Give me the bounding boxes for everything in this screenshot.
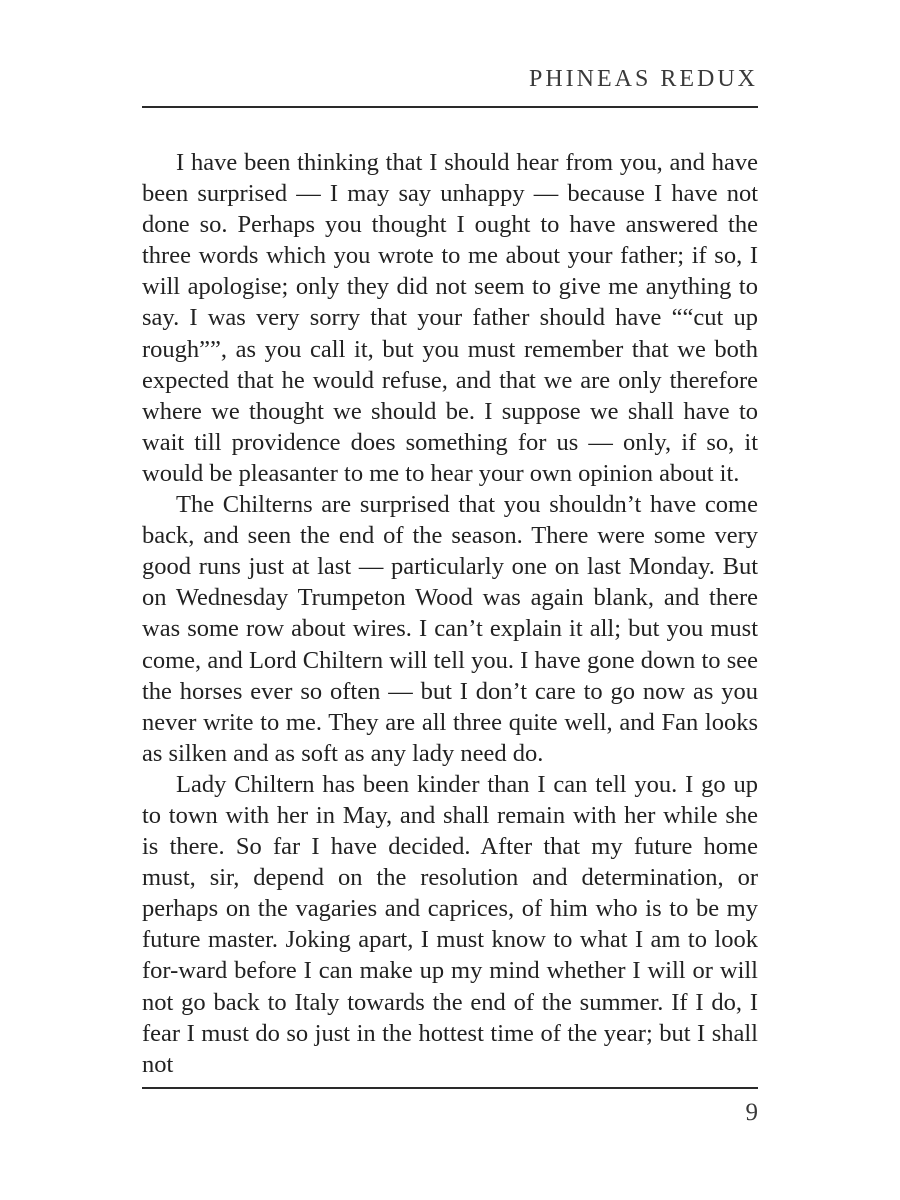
- paragraph: I have been thinking that I should hear from you, and have been surprised — I may say unhappy — because I have not done so. Perhaps you thought I ought to have answered the three words which you wrote to me about your father; if so, I will apologise; only they did not seem to give me anything to say. I was very sorry that your father should have ““cut up rough””, as you call it, but you must remember that we both expected that he would refuse, and that we are only therefore where we thought we should be. I suppose we shall have to wait till providence does something for us — only, if so, it would be pleasanter to me to hear your own opinion about it.: [142, 149, 758, 487]
- header-rule: [142, 106, 758, 108]
- page-number: 9: [745, 1099, 758, 1126]
- paragraph: The Chilterns are surprised that you shouldn’t have come back, and seen the end of the season. There were some very good runs just at last — particularly one on last Monday. But on Wednesday Trumpeton Wood was again blank, and there was some row about wires. I can’t explain it all; but you must come, and Lord Chiltern will tell you. I have gone down to see the horses ever so often — but I don’t care to go now as you never write to me. They are all three quite well, and Fan looks as silken and as soft as any lady need do.: [142, 491, 758, 767]
- running-title: PHINEAS REDUX: [528, 66, 758, 92]
- body-text: [142, 147, 758, 1080]
- footer-rule: [142, 1087, 758, 1089]
- paragraph: Lady Chiltern has been kinder than I can tell you. I go up to town with her in May, and shall remain with her while she is there. So far I have decided. After that my future home must, sir, depend on the resolution and determination, or perhaps on the vagaries and caprices, of him who is to be my future master. Joking apart, I must know to what I am to look for-ward before I can make up my mind whether I will or will not go back to Italy towards the end of the summer. If I do, I fear I must do so just in the hottest time of the year; but I shall not: [142, 770, 758, 1078]
